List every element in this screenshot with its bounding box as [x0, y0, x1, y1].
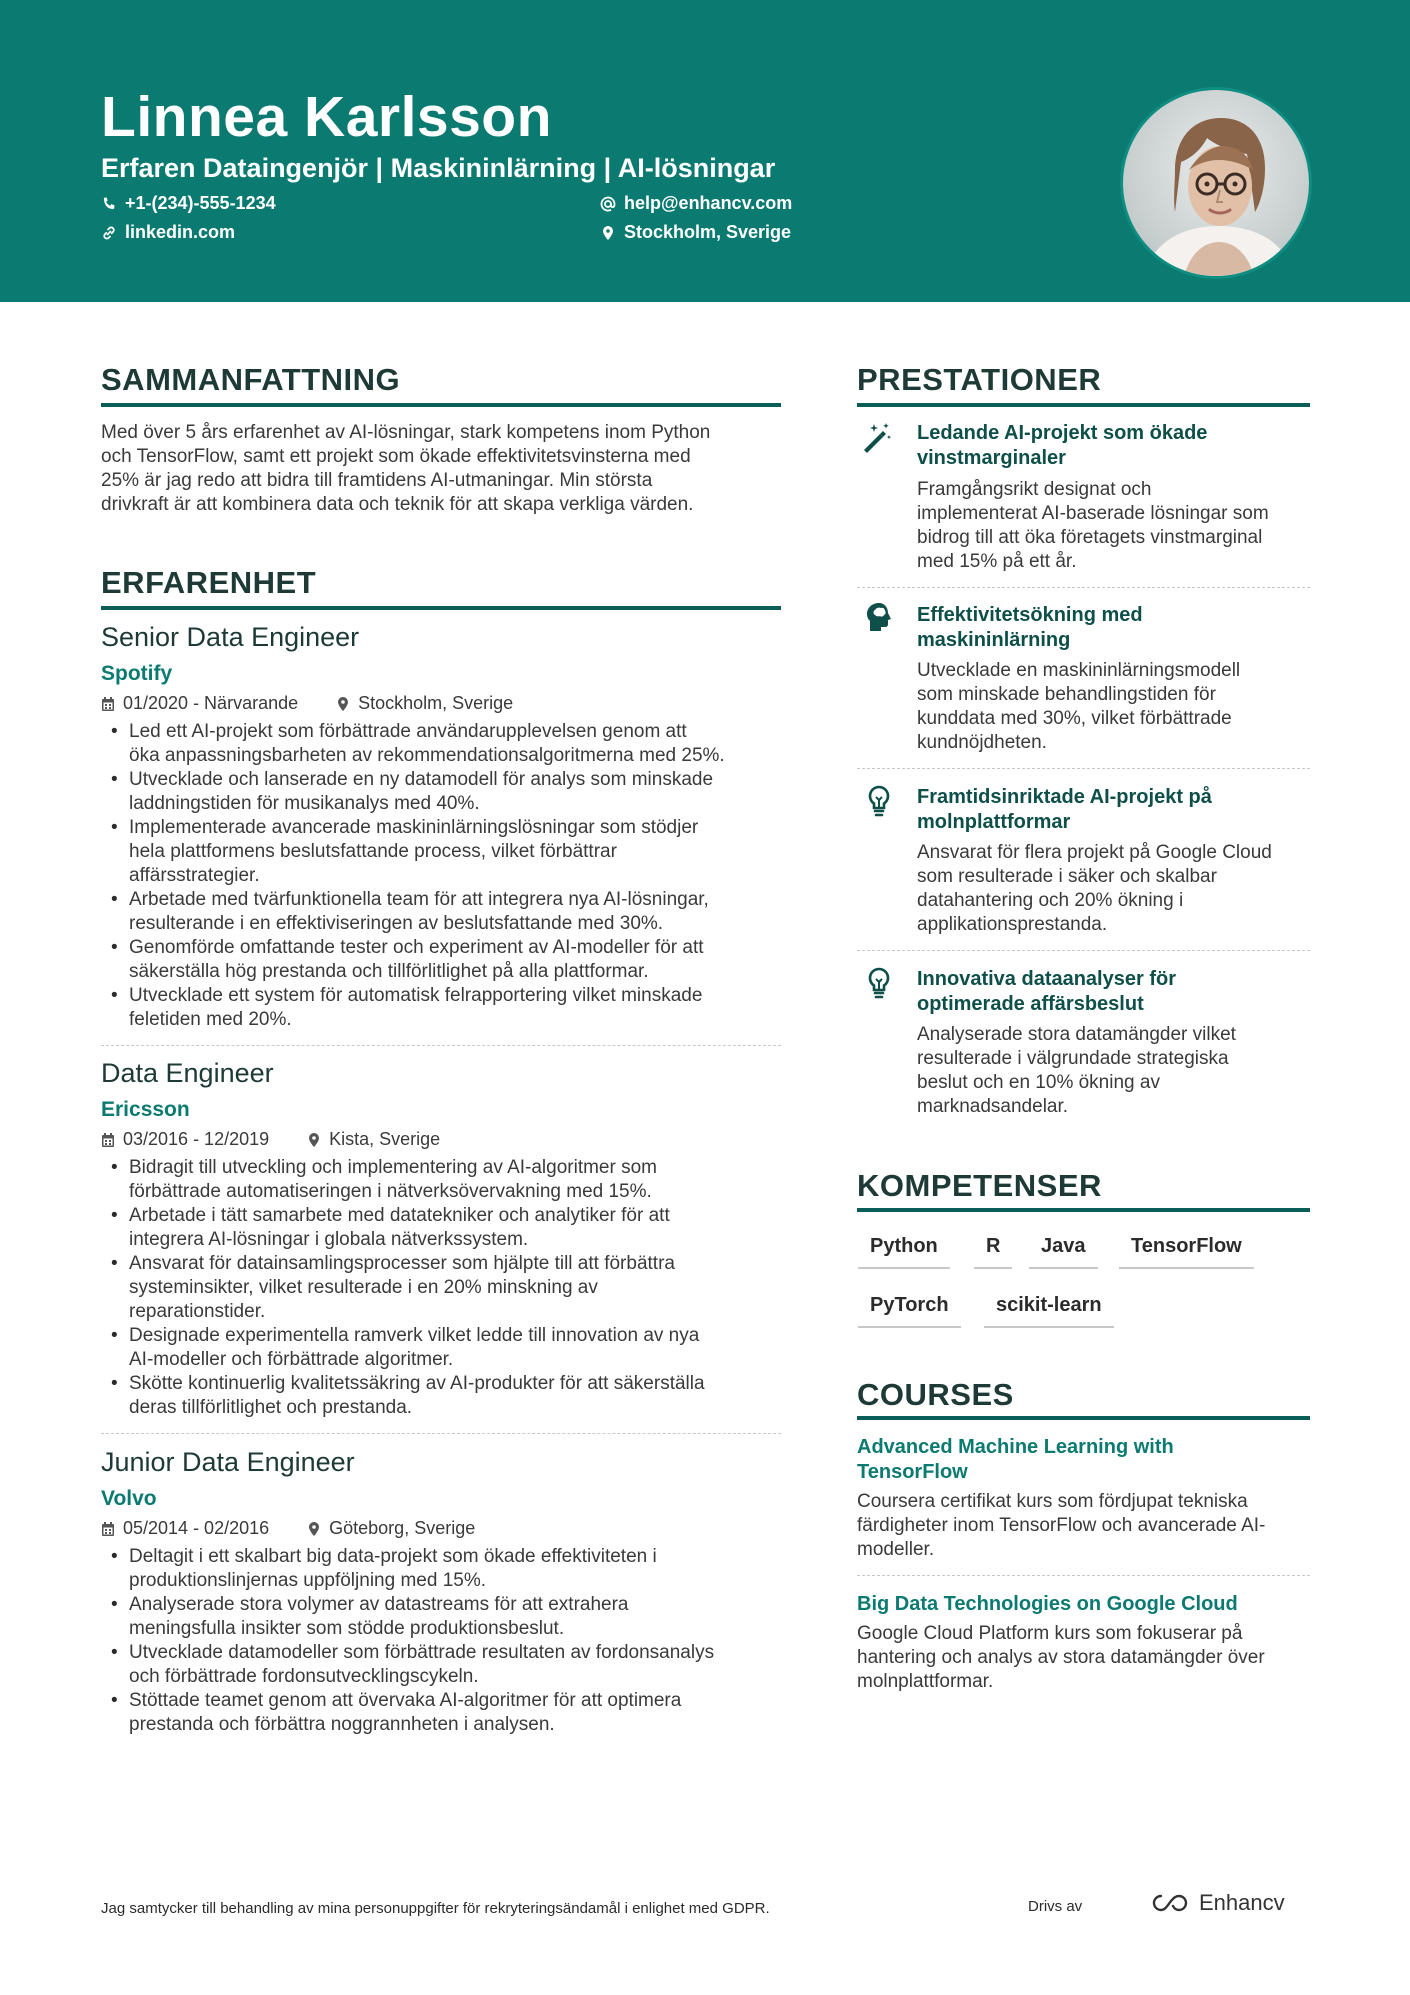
job-divider: [101, 1433, 781, 1434]
job-meta: [101, 1518, 475, 1539]
candidate-title: Erfaren Dataingenjör | Maskininlärning | AI-lösningar: [101, 153, 776, 183]
summary-line: och TensorFlow, samt ett projekt som ökade effektivitetsvinsterna med: [101, 446, 691, 467]
achievement-title: Innovativa dataanalyser för optimerade affärsbeslut: [917, 968, 1176, 1015]
list-item: • Stöttade teamet genom att övervaka AI-algoritmer för att optimera prestanda och förbättra noggrannheten i analysen.: [101, 1689, 791, 1737]
achievement-title: Framtidsinriktade AI-projekt på molnplattformar: [917, 786, 1212, 833]
list-item: • Designade experimentella ramverk vilket ledde till innovation av nya AI-modeller och förbättrade algoritmer.: [101, 1324, 791, 1372]
job-location: Göteborg, Sverige: [329, 1518, 476, 1538]
email-contact[interactable]: [600, 193, 792, 214]
list-item: • Skötte kontinuerlig kvalitetssäkring av AI-produkter för att säkerställa deras tillförlitlighet och prestanda.: [101, 1372, 791, 1420]
location-pin-icon: [336, 696, 350, 712]
magic-wand-icon: [860, 420, 894, 454]
job-title: Senior Data Engineer: [101, 622, 360, 652]
list-item: • Ansvarat för datainsamlingsprocesser som hjälpte till att förbättra systeminsikter, vilket resulterade i en 20% minskning av reparationstider.: [101, 1252, 791, 1324]
location-pin-icon: [600, 225, 616, 241]
summary-heading-line: [101, 403, 781, 407]
calendar-icon: [101, 1521, 115, 1537]
company-name: Volvo: [101, 1487, 157, 1510]
achievement-divider: [857, 768, 1310, 769]
job-title: Junior Data Engineer: [101, 1447, 355, 1477]
email-text: help@enhancv.com: [624, 193, 793, 213]
job-bullets: [101, 1156, 791, 1420]
linkedin-text: linkedin.com: [125, 222, 236, 242]
at-icon: [600, 196, 616, 212]
brain-head-icon: [862, 600, 896, 634]
skill-tag: Java: [1029, 1229, 1098, 1269]
calendar-icon: [101, 696, 115, 712]
job-bullets: [101, 720, 791, 1032]
summary-heading: SAMMANFATTNING: [101, 362, 401, 397]
list-item: • Analyserade stora volymer av datastreams för att extrahera meningsfulla insikter som stödde produktionsbeslut.: [101, 1593, 791, 1641]
achievement-text: Framgångsrikt designat och implementerat AI-baserade lösningar som bidrog till att öka företagets vinstmarginal med 15% på ett år.: [917, 479, 1269, 572]
resume-header: [0, 0, 1410, 302]
achievement-title: Effektivitetsökning med maskininlärning: [917, 604, 1143, 651]
achievement-title: Ledande AI-projekt som ökade vinstmarginaler: [917, 422, 1208, 469]
location-pin-icon: [307, 1132, 321, 1148]
enhancv-logo[interactable]: [1147, 1890, 1285, 1916]
achievements-heading-line: [857, 403, 1310, 407]
phone-icon: [101, 196, 117, 212]
job-bullets: [101, 1545, 791, 1737]
gdpr-consent: Jag samtycker till behandling av mina personuppgifter för rekryteringsändamål i enlighet med GDPR.: [101, 1900, 770, 1917]
list-item: • Arbetade med tvärfunktionella team för att integrera nya AI-lösningar, resulterande i en effektiviseringen av beslutsfattande med 30%.: [101, 888, 791, 936]
summary-text: [101, 421, 710, 517]
skills-heading-line: [857, 1208, 1310, 1212]
job-divider: [101, 1045, 781, 1046]
list-item: • Utvecklade och lanserade en ny datamodell för analys som minskade laddningstiden för musikanalys med 40%.: [101, 768, 791, 816]
achievement-divider: [857, 950, 1310, 951]
course-title: Big Data Technologies on Google Cloud: [857, 1593, 1238, 1615]
job-title: Data Engineer: [101, 1058, 274, 1088]
experience-heading: ERFARENHET: [101, 565, 317, 600]
experience-heading-line: [101, 606, 781, 610]
job-dates: 01/2020 - Närvarande: [123, 693, 299, 713]
achievement-text: Analyserade stora datamängder vilket resulterade i välgrundade strategiska beslut och en 10% ökning av marknadsandelar.: [917, 1024, 1236, 1117]
powered-by-label: Drivs av: [1028, 1898, 1083, 1915]
list-item: • Led ett AI-projekt som förbättrade användarupplevelsen genom att öka anpassningsbarheten av rekommendationsalgoritmerna med 25%.: [101, 720, 791, 768]
achievement-text: Utvecklade en maskininlärningsmodell som minskade behandlingstiden för kunddata med 30%, vilket förbättrade kundnöjdheten.: [917, 660, 1241, 753]
summary-line: Med över 5 års erfarenhet av AI-lösningar, stark kompetens inom Python: [101, 422, 711, 443]
lightbulb-icon: [862, 784, 896, 818]
enhancv-logo-icon: [1147, 1891, 1191, 1915]
list-item: • Bidragit till utveckling och implementering av AI-algoritmer som förbättrade automatiseringen i nätverksövervakning med 15%.: [101, 1156, 791, 1204]
list-item: • Deltagit i ett skalbart big data-projekt som ökade effektiviteten i produktionslinjernas uppföljning med 15%.: [101, 1545, 791, 1593]
profile-photo: [1120, 87, 1312, 279]
summary-line: drivkraft är att kombinera data och teknik för att skapa verkliga värden.: [101, 494, 694, 515]
company-name: Ericsson: [101, 1098, 190, 1121]
company-name: Spotify: [101, 662, 173, 685]
lightbulb-icon: [862, 966, 896, 1000]
course-divider: [857, 1575, 1310, 1576]
skill-tag: Python: [858, 1229, 950, 1269]
enhancv-brand-text: Enhancv: [1199, 1890, 1285, 1915]
list-item: • Arbetade i tätt samarbete med datatekniker och analytiker för att integrera AI-lösningar i globala nätverkssystem.: [101, 1204, 791, 1252]
skills-heading: KOMPETENSER: [857, 1168, 1102, 1203]
location-contact: [600, 222, 791, 243]
summary-line: 25% är jag redo att bidra till framtidens AI-utmaningar. Min största: [101, 470, 653, 491]
phone-contact[interactable]: [101, 193, 276, 214]
linkedin-contact[interactable]: [101, 222, 235, 243]
list-item: • Implementerade avancerade maskininlärningslösningar som stödjer hela plattformens beslutsfattande process, vilket förbättrar affärsstrategier.: [101, 816, 791, 888]
phone-text: +1-(234)-555-1234: [125, 193, 276, 213]
course-text: Google Cloud Platform kurs som fokuserar på hantering och analys av stora datamängder över molnplattformar.: [857, 1623, 1265, 1692]
achievement-divider: [857, 587, 1310, 588]
courses-heading: COURSES: [857, 1377, 1014, 1412]
candidate-name: Linnea Karlsson: [101, 85, 552, 149]
courses-heading-line: [857, 1416, 1310, 1420]
calendar-icon: [101, 1132, 115, 1148]
list-item: • Utvecklade ett system för automatisk felrapportering vilket minskade feletiden med 20%.: [101, 984, 791, 1032]
list-item: • Utvecklade datamodeller som förbättrade resultaten av fordonsanalys och förbättrade fordonsutvecklingscykeln.: [101, 1641, 791, 1689]
location-text: Stockholm, Sverige: [624, 222, 792, 242]
course-text: Coursera certifikat kurs som fördjupat tekniska färdigheter inom TensorFlow och avancerade AI- modeller.: [857, 1491, 1266, 1560]
course-title: Advanced Machine Learning with TensorFlow: [857, 1436, 1174, 1483]
link-icon: [101, 225, 117, 241]
job-dates: 05/2014 - 02/2016: [123, 1518, 270, 1538]
job-meta: [101, 693, 513, 714]
job-meta: [101, 1129, 440, 1150]
achievement-text: Ansvarat för flera projekt på Google Cloud som resulterade i säker och skalbar datahantering och 20% ökning i applikationsprestanda.: [917, 842, 1272, 935]
job-dates: 03/2016 - 12/2019: [123, 1129, 270, 1149]
job-location: Kista, Sverige: [329, 1129, 441, 1149]
skill-tag: PyTorch: [858, 1288, 961, 1328]
list-item: • Genomförde omfattande tester och experiment av AI-modeller för att säkerställa hög prestanda och tillförlitlighet på alla plattformar.: [101, 936, 791, 984]
achievements-heading: PRESTATIONER: [857, 362, 1102, 397]
location-pin-icon: [307, 1521, 321, 1537]
skill-tag: R: [974, 1229, 1012, 1269]
job-location: Stockholm, Sverige: [358, 693, 514, 713]
skill-tag: scikit-learn: [984, 1288, 1114, 1328]
skill-tag: TensorFlow: [1119, 1229, 1254, 1269]
profile-portrait-icon: [1123, 90, 1312, 279]
